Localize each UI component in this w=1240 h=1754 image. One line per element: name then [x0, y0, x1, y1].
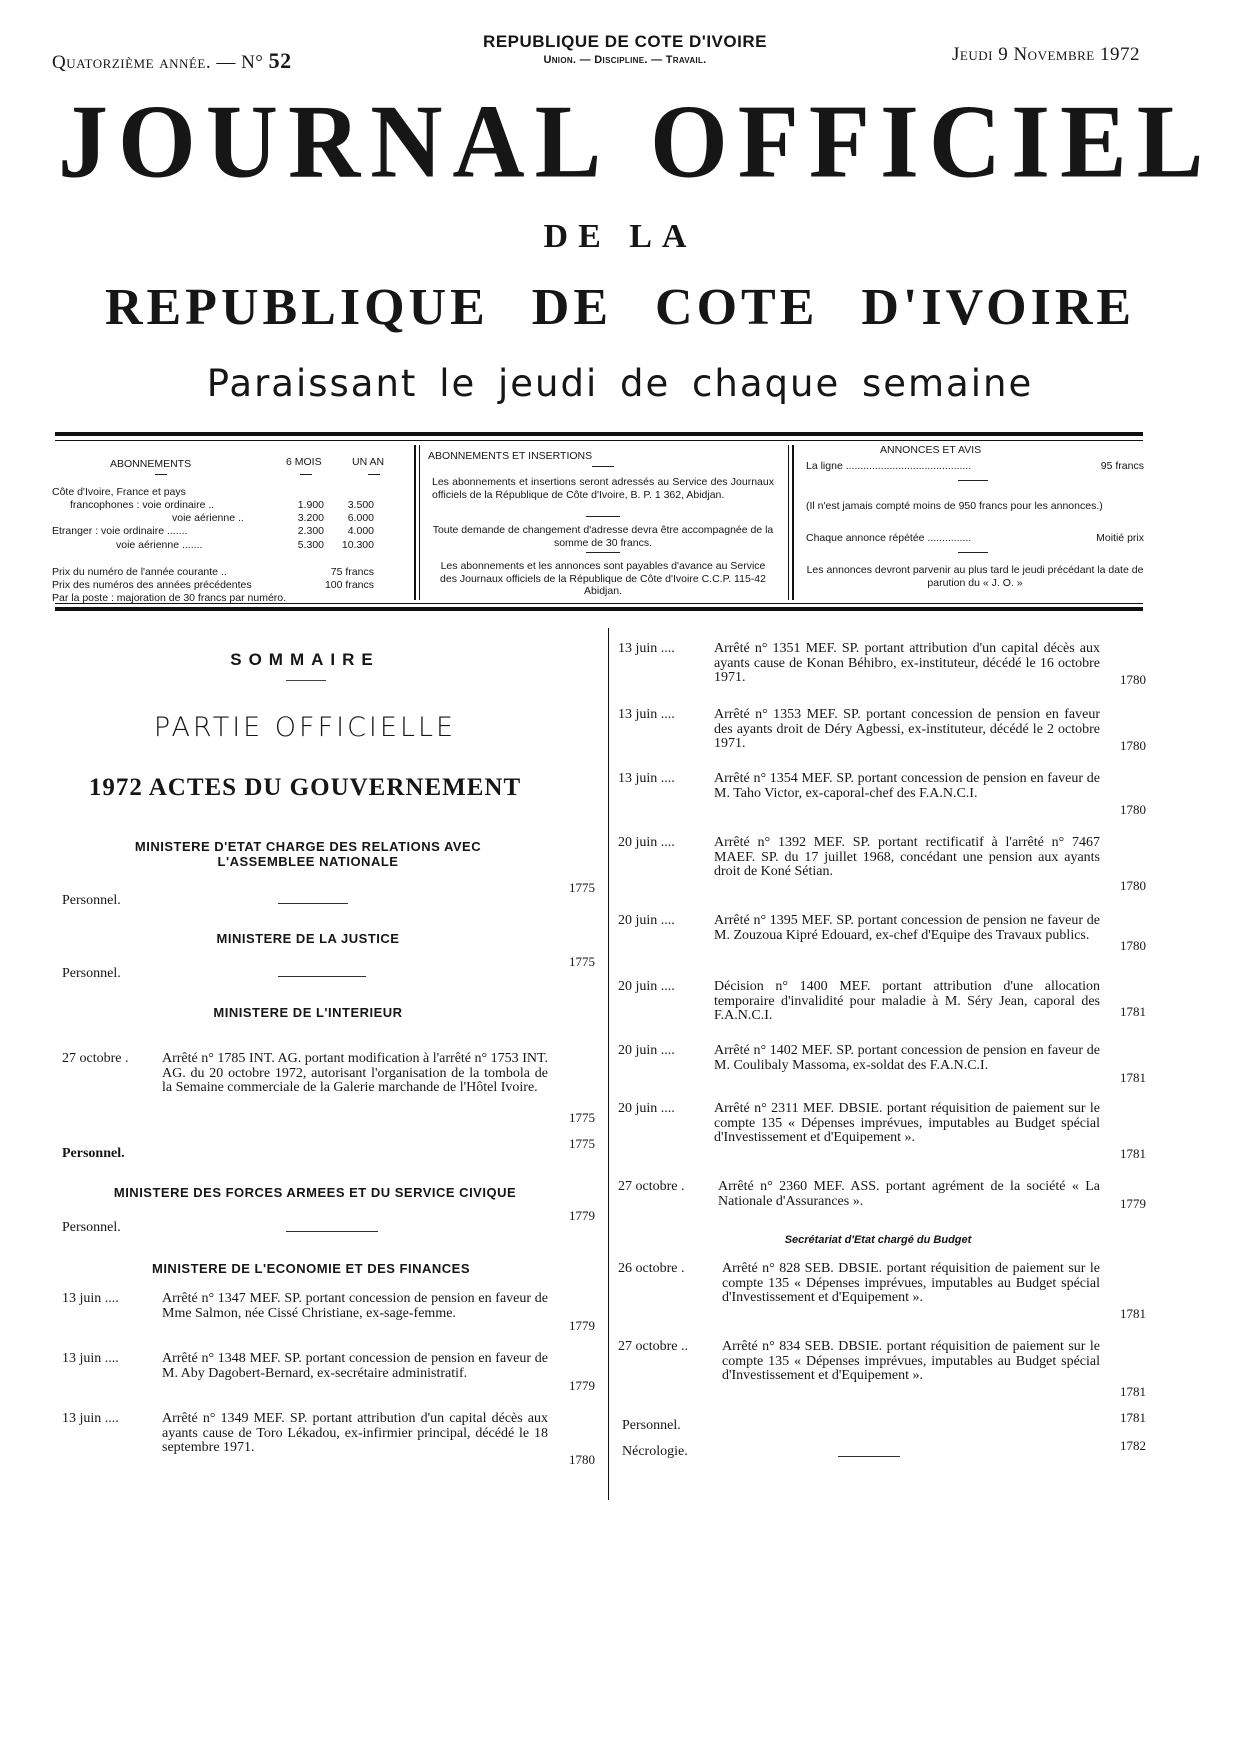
sub-row-label: Côte d'Ivoire, France et pays [52, 486, 186, 498]
page-number: 1781 [1120, 1146, 1146, 1161]
ministry-interieur: MINISTERE DE L'INTERIEUR [213, 1005, 403, 1020]
title-dash [286, 680, 326, 681]
price-list [52, 566, 374, 605]
entry-text: Arrêté n° 1785 INT. AG. portant modification à l'arrêté n° 1753 INT. AG. du 20 octobre 1972, autorisant l'organisation de la tombola de la Semaine commerciale de la Galerie marchande de l'Hôtel Ivoire. [162, 1051, 548, 1096]
issue-date: Jeudi 9 Novembre 1972 [952, 44, 1140, 65]
section-divider [586, 516, 620, 517]
entry-date: 13 juin .... [618, 641, 675, 656]
sub-row-year [324, 486, 374, 499]
insertions-address: Les abonnements et insertions seront adressés au Service des Journaux officiels de la République de Côte d'Ivoire, B. P. 1 362, Abidjan. [432, 476, 774, 501]
secretariat-budget-heading: Secrétariat d'Etat chargé du Budget [784, 1234, 972, 1246]
page-number: 1775 [569, 1110, 595, 1125]
partie-officielle: PARTIE OFFICIELLE [153, 712, 457, 743]
price-value: 75 francs [330, 566, 374, 578]
top-rule-thin [55, 440, 1143, 441]
entry-text: Arrêté n° 828 SEB. DBSIE. portant réquisition de paiement sur le compte 135 « Dépenses imprévues, imputables au Budget spécial d'Investissement et d'Equipement ». [722, 1261, 1100, 1306]
deadline-note: Les annonces devront parvenir au plus tard le jeudi précédant la date de parution du « J. O. » [806, 564, 1144, 589]
page-number: 1775 [569, 1136, 595, 1151]
sub-row-label: francophones : voie ordinaire .. [70, 499, 215, 512]
leader-dash [286, 1231, 378, 1232]
page-number: 1780 [1120, 738, 1146, 753]
personnel-label: Personnel. [62, 1220, 121, 1235]
ministry-economie: MINISTERE DE L'ECONOMIE ET DES FINANCES [151, 1261, 470, 1276]
sub-row-label: voie aérienne ....... [116, 538, 203, 551]
entry-text: Arrêté n° 1347 MEF. SP. portant concession de pension en faveur de Mme Salmon, née Cissé Christiane, ex-sage-femme. [162, 1291, 548, 1321]
entry-date: 20 juin .... [618, 835, 675, 850]
entry-date: 20 juin .... [618, 1043, 675, 1058]
page-number: 1779 [1120, 1196, 1146, 1211]
section-divider [958, 552, 988, 553]
heading-dash [300, 474, 312, 475]
entry-text: Arrêté n° 2360 MEF. ASS. portant agrément de la société « La Nationale d'Assurances ». [718, 1179, 1100, 1209]
issue-number: 52 [268, 48, 292, 73]
entry-text: Arrêté n° 1351 MEF. SP. portant attribution d'un capital décès aux ayants cause de Konan Béhibro, ex-instituteur, décédé le 16 octobre 1971. [714, 641, 1100, 686]
publication-frequency: Paraissant le jeudi de chaque semaine [206, 362, 1034, 405]
box-divider-2 [788, 445, 789, 600]
annonces-minimum-note: (Il n'est jamais compté moins de 950 francs pour les annonces.) [806, 500, 1103, 512]
price-label: Par la poste : majoration de 30 francs par numéro. [52, 592, 287, 605]
sommaire-title: SOMMAIRE [230, 650, 380, 669]
entry-date: 13 juin .... [618, 771, 675, 786]
sub-row [52, 499, 374, 512]
heading-dash [368, 474, 380, 475]
sub-row-label: Etranger : voie ordinaire ....... [52, 525, 188, 538]
personnel-label: Personnel. [62, 966, 121, 981]
box-divider-2b [792, 445, 794, 600]
entry-date: 20 juin .... [618, 979, 675, 994]
col-6-mois: 6 MOIS [286, 456, 322, 468]
entry-date: 27 octobre .. [618, 1339, 688, 1354]
col-un-an: UN AN [352, 456, 385, 468]
change-address-note: Toute demande de changement d'adresse devra être accompagnée de la somme de 30 francs. [432, 524, 774, 549]
bottom-rule-thick [55, 607, 1143, 611]
page-number: 1782 [1120, 1438, 1146, 1453]
insertions-heading: ABONNEMENTS ET INSERTIONS [428, 450, 593, 462]
entry-date: 13 juin .... [618, 707, 675, 722]
issue-prefix: Quatorzième année. — N° [52, 52, 264, 73]
top-rule-thick [55, 432, 1143, 436]
page-number: 1781 [1120, 1004, 1146, 1019]
entry-date: 27 octobre . [62, 1051, 129, 1066]
subscriptions-heading: ABONNEMENTS [110, 458, 192, 470]
section-divider [586, 552, 620, 553]
sub-row-year: 6.000 [347, 512, 374, 525]
masthead-officiel: OFFICIEL [650, 83, 1214, 200]
ministry-forces: MINISTERE DES FORCES ARMEES ET DU SERVICE CIVIQUE [113, 1185, 517, 1200]
entry-date: 13 juin .... [62, 1291, 119, 1306]
sub-row-year: 3.500 [347, 499, 374, 512]
page-number: 1780 [1120, 672, 1146, 687]
sub-row-year: 10.300 [341, 538, 374, 551]
page-number: 1781 [1120, 1410, 1146, 1425]
entry-date: 13 juin .... [62, 1411, 119, 1426]
entry-text: Arrêté n° 834 SEB. DBSIE. portant réquisition de paiement sur le compte 135 « Dépenses imprévues, imputables au Budget spécial d'Investissement et d'Equipement ». [722, 1339, 1100, 1384]
annonces-heading: ANNONCES ET AVIS [880, 444, 982, 456]
payment-note: Les abonnements et les annonces sont payables d'avance au Service des Journaux officiels de la République de Côte d'Ivoire C.C.P. 115-42 Abidjan. [440, 560, 766, 598]
entry-text: Arrêté n° 2311 MEF. DBSIE. portant réquisition de paiement sur le compte 135 « Dépenses imprévues, imputables au Budget spécial d'Investissement et d'Equipement ». [714, 1101, 1100, 1146]
entry-date: 13 juin .... [62, 1351, 119, 1366]
price-label: Prix du numéro de l'année courante .. [52, 566, 227, 578]
sub-row-six: 3.200 [297, 512, 324, 525]
sub-row-label: voie aérienne .. [172, 512, 244, 525]
sub-row-six: 1.900 [297, 499, 324, 512]
page-number: 1779 [569, 1318, 595, 1333]
sub-row [52, 486, 374, 499]
masthead-republic: REPUBLIQUE DE COTE D'IVOIRE [104, 279, 1136, 336]
ligne-label: La ligne ........................................... [806, 460, 972, 472]
page-number: 1780 [569, 1452, 595, 1467]
motto: Union. — Discipline. — Travail. [543, 54, 707, 66]
heading-dash [592, 466, 614, 467]
entry-text: Décision n° 1400 MEF. portant attribution d'une allocation temporaire d'invalidité pour maladie à M. Séry Jean, caporal des F.A.N.C.I. [714, 979, 1100, 1024]
page-number: 1775 [569, 954, 595, 969]
page-number: 1780 [1120, 938, 1146, 953]
entry-date: 20 juin .... [618, 1101, 675, 1116]
page-number: 1781 [1120, 1306, 1146, 1321]
entry-date: 26 octobre . [618, 1261, 685, 1276]
price-row [52, 579, 374, 592]
leader-dash [838, 1456, 900, 1457]
sub-row [52, 525, 374, 538]
entry-text: Arrêté n° 1354 MEF. SP. portant concession de pension en faveur de M. Taho Victor, ex-caporal-chef des F.A.N.C.I. [714, 771, 1100, 801]
repeat-value: Moitié prix [1096, 532, 1144, 544]
masthead-de-la: DE LA [543, 218, 697, 255]
entry-text: Arrêté n° 1353 MEF. SP. portant concession de pension en faveur des ayants droit de Déry Agbessi, ex-instituteur, décédé le 2 octobre 1971. [714, 707, 1100, 752]
repeat-label: Chaque annonce répétée ............... [806, 532, 972, 544]
necrologie-label: Nécrologie. [622, 1444, 688, 1459]
price-row [52, 592, 374, 605]
section-divider [958, 480, 988, 481]
price-label: Prix des numéros des années précédentes [52, 579, 252, 592]
sub-row [52, 512, 374, 525]
republic-top: REPUBLIQUE DE COTE D'IVOIRE [483, 32, 767, 51]
leader-dash [278, 903, 348, 904]
page-number: 1775 [569, 880, 595, 895]
entry-text: Arrêté n° 1395 MEF. SP. portant concession de pension ne faveur de M. Zouzoua Kipré Edouard, ex-chef d'Equipe des Travaux publics. [714, 913, 1100, 943]
price-value: 100 francs [324, 579, 374, 592]
issue-line [52, 48, 292, 74]
sub-row [52, 539, 374, 552]
entry-text: Arrêté n° 1349 MEF. SP. portant attribution d'un capital décès aux ayants cause de Toro Lékadou, ex-infirmier principal, décédé le 18 septembre 1971. [162, 1411, 548, 1456]
entry-text: Arrêté n° 1348 MEF. SP. portant concession de pension en faveur de M. Aby Dagobert-Bernard, ex-secrétaire administratif. [162, 1351, 548, 1381]
page-number: 1780 [1120, 802, 1146, 817]
entry-text: Arrêté n° 1392 MEF. SP. portant rectificatif à l'arrêté n° 7467 MAEF. SP. du 17 juillet 1968, concédant une pension aux ayants droit de Koné Sétian. [714, 835, 1100, 880]
personnel-label: Personnel. [622, 1418, 681, 1433]
sub-row-six [274, 486, 324, 499]
heading-dash [155, 474, 167, 475]
sub-row-year: 4.000 [347, 525, 374, 538]
sub-row-six: 5.300 [297, 538, 324, 551]
masthead-journal: JOURNAL [58, 83, 612, 200]
entry-text: Arrêté n° 1402 MEF. SP. portant concession de pension en faveur de M. Coulibaly Massoma, ex-soldat des F.A.N.C.I. [714, 1043, 1100, 1073]
page-number: 1779 [569, 1378, 595, 1393]
ligne-value: 95 francs [1100, 460, 1144, 472]
page-number: 1781 [1120, 1384, 1146, 1399]
entry-date: 20 juin .... [618, 913, 675, 928]
ministry-justice: MINISTERE DE LA JUSTICE [216, 931, 400, 946]
leader-dash [278, 976, 366, 977]
page-number: 1780 [1120, 878, 1146, 893]
page-number: 1779 [569, 1208, 595, 1223]
sub-row-six: 2.300 [297, 525, 324, 538]
personnel-label: Personnel. [62, 893, 121, 908]
column-divider [608, 628, 609, 1500]
subscription-table [52, 486, 374, 552]
box-divider-1b [419, 445, 420, 600]
actes-gouvernement: 1972 ACTES DU GOUVERNEMENT [88, 774, 522, 801]
box-divider-1 [414, 445, 416, 600]
entry-date: 27 octobre . [618, 1179, 685, 1194]
ministry-relations: MINISTERE D'ETAT CHARGE DES RELATIONS AVEC L'ASSEMBLEE NATIONALE [134, 839, 482, 869]
page-number: 1781 [1120, 1070, 1146, 1085]
personnel-label-bold: Personnel. [62, 1146, 125, 1161]
price-row [52, 566, 374, 579]
